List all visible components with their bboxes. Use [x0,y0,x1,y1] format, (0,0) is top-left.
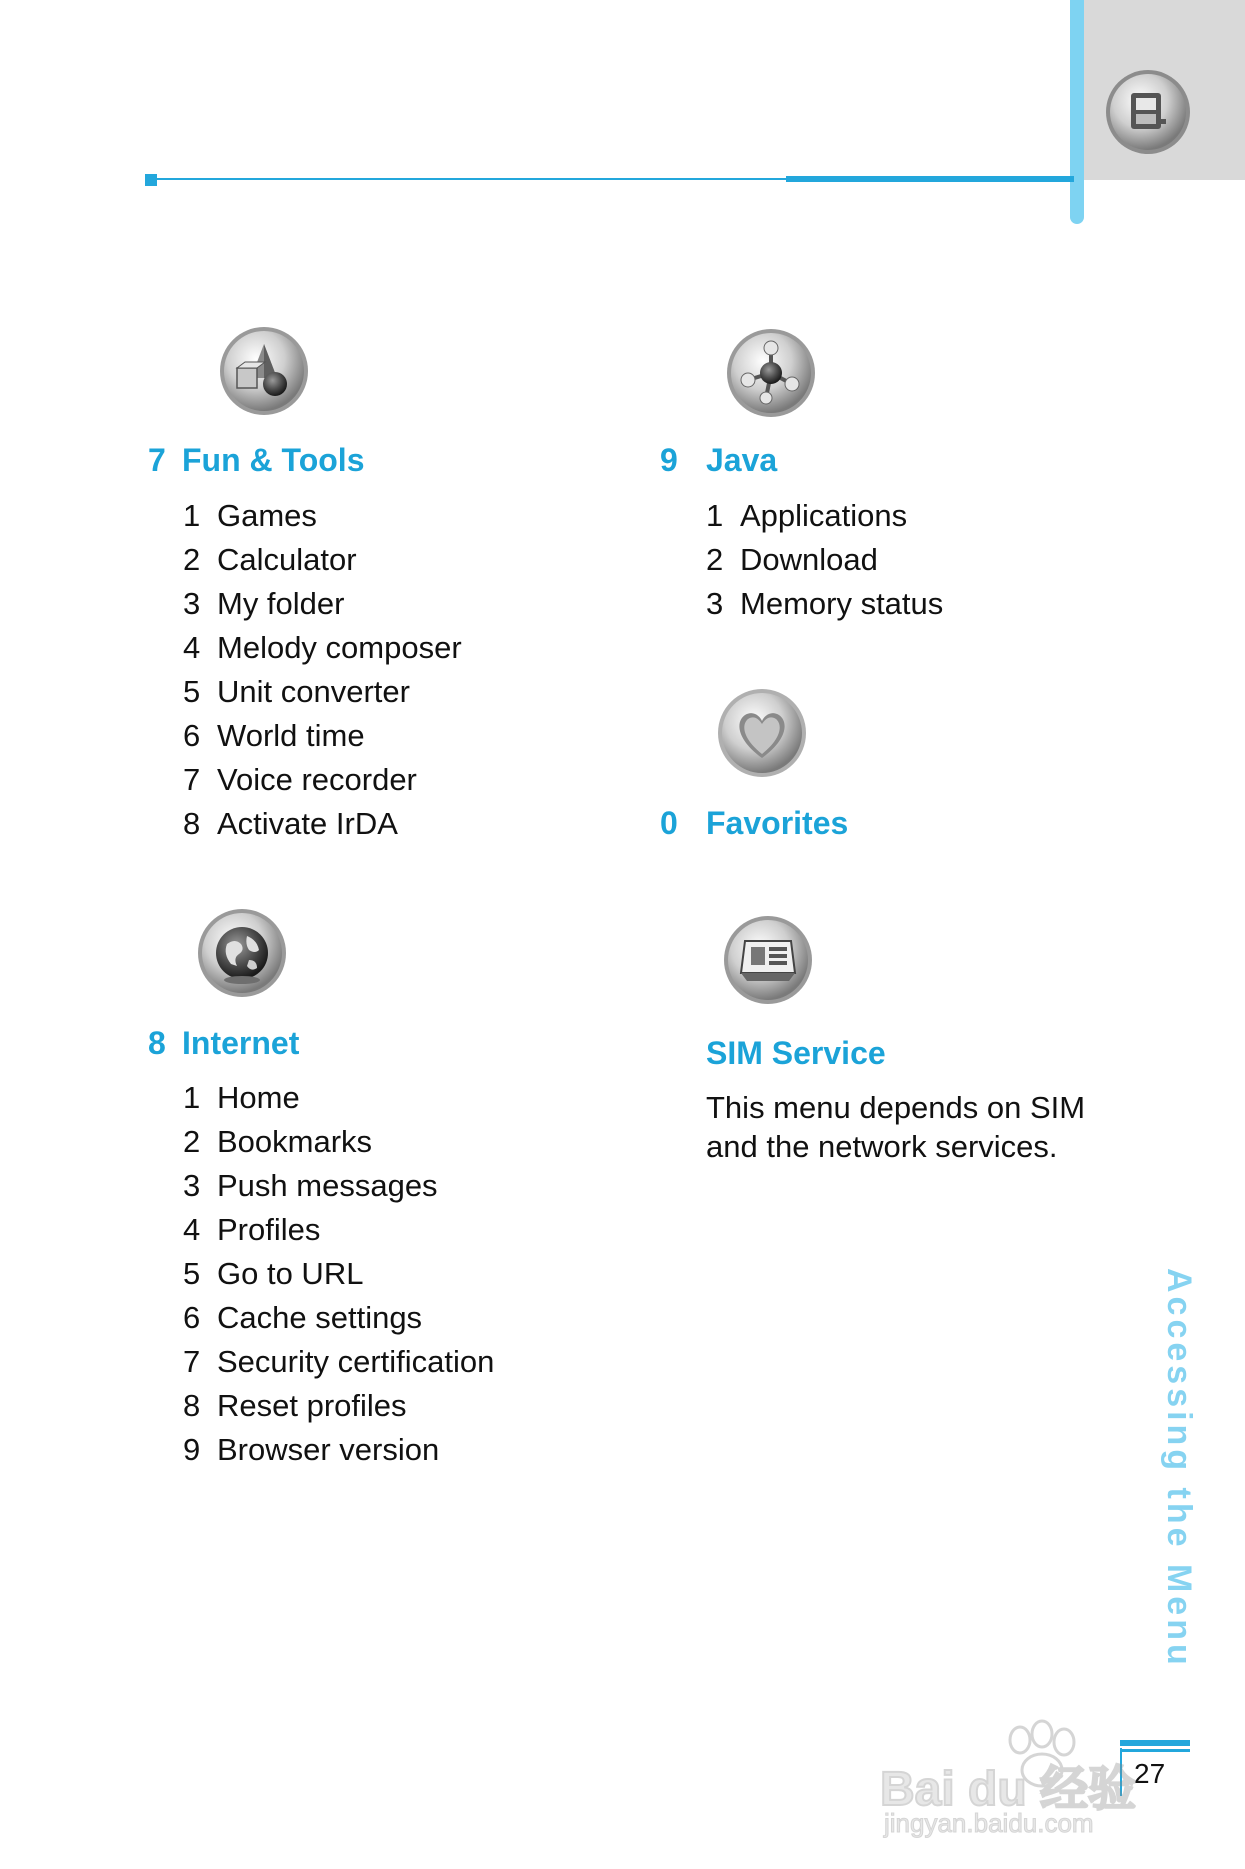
shapes-icon [219,326,309,416]
item-label: Voice recorder [217,762,417,797]
item-label: Security certification [217,1344,495,1379]
list-item [183,670,462,714]
item-number: 4 [183,630,201,665]
list-item [706,582,943,626]
item-label: Calculator [217,542,357,577]
section-title-java [660,442,777,478]
list-item [183,1384,494,1428]
list-item [706,538,943,582]
item-label: Unit converter [217,674,410,709]
item-number: 3 [706,586,724,621]
section-title-text: SIM Service [706,1035,886,1071]
list-item [183,1120,494,1164]
list-item [183,1208,494,1252]
header-rule-thick [786,176,1074,182]
item-label: Download [740,542,878,577]
section-title-text: Internet [182,1025,300,1061]
item-label: Applications [740,498,908,533]
item-label: Bookmarks [217,1124,373,1159]
item-label: Profiles [217,1212,321,1247]
item-label: Games [217,498,317,533]
globe-icon [197,908,287,998]
description-line: and the network services. [706,1129,1058,1164]
item-number: 1 [183,1080,201,1115]
item-number: 1 [183,498,201,533]
item-number: 8 [183,1388,201,1423]
list-item [183,1428,494,1472]
memory-card-icon [1103,67,1193,157]
java-submenu-list [706,494,943,626]
item-number: 1 [706,498,724,533]
list-item [183,538,462,582]
item-number: 2 [183,1124,201,1159]
item-number: 9 [183,1432,201,1467]
item-number: 2 [183,542,201,577]
item-number: 7 [183,1344,201,1379]
list-item [183,802,462,846]
heart-icon [717,688,807,778]
section-title-text: Favorites [706,805,849,841]
list-item [183,1252,494,1296]
list-item [183,494,462,538]
list-item [183,1164,494,1208]
section-number: 9 [660,442,678,478]
item-label: Reset profiles [217,1388,407,1423]
section-title-internet [148,1025,299,1061]
item-label: Memory status [740,586,944,621]
section-title-favorites [660,805,848,841]
internet-submenu-list [183,1076,494,1472]
watermark-url: jingyan.baidu.com [884,1808,1094,1838]
item-number: 3 [183,586,201,621]
item-label: Activate IrDA [217,806,398,841]
item-number: 6 [183,1300,201,1335]
description-line: This menu depends on SIM [706,1090,1086,1125]
section-title-fun-tools [148,442,364,478]
list-item [183,626,462,670]
item-number: 2 [706,542,724,577]
molecule-icon [726,328,816,418]
fun-tools-submenu-list [183,494,462,846]
item-label: World time [217,718,365,753]
list-item [183,1076,494,1120]
list-item [183,582,462,626]
watermark-brand: Bai du 经验 [880,1763,1137,1816]
header-rule-thin [150,178,786,180]
section-number: 0 [660,805,678,841]
chapter-side-label: Accessing the Menu [1160,1268,1198,1669]
item-number: 8 [183,806,201,841]
section-title-sim-service [706,1035,886,1071]
section-title-text: Fun & Tools [182,442,365,478]
list-item [183,1340,494,1384]
item-label: Push messages [217,1168,438,1203]
item-number: 5 [183,1256,201,1291]
item-label: Cache settings [217,1300,423,1335]
item-label: My folder [217,586,345,621]
item-number: 5 [183,674,201,709]
sim-service-description [706,1088,1126,1166]
watermark [880,1700,1180,1840]
item-number: 4 [183,1212,201,1247]
header-tab-bar [1070,0,1084,224]
page-number: 27 [1134,1758,1166,1789]
list-item [183,1296,494,1340]
sim-card-icon [723,915,813,1005]
header-rule-dot [145,174,157,186]
item-label: Browser version [217,1432,440,1467]
section-number: 7 [148,442,166,478]
item-number: 7 [183,762,201,797]
item-label: Melody composer [217,630,462,665]
list-item [183,714,462,758]
item-number: 6 [183,718,201,753]
section-title-text: Java [706,442,778,478]
item-number: 3 [183,1168,201,1203]
section-number: 8 [148,1025,166,1061]
list-item [183,758,462,802]
item-label: Home [217,1080,300,1115]
item-label: Go to URL [217,1256,364,1291]
list-item [706,494,943,538]
